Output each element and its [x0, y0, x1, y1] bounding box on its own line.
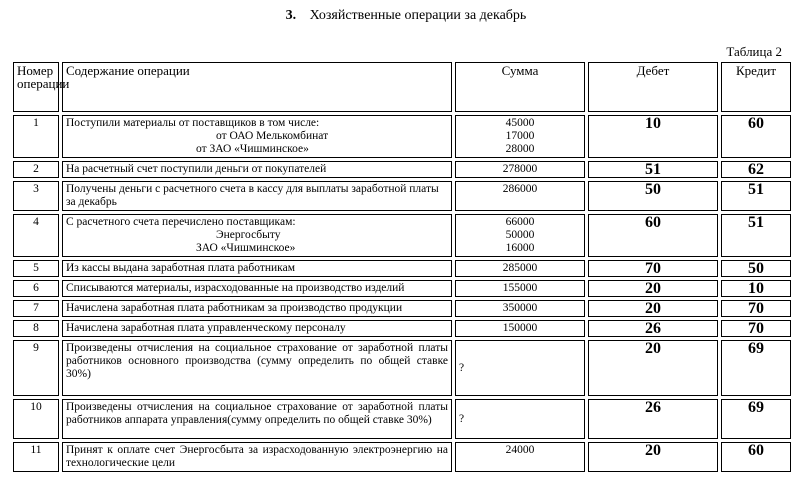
row-sum-value: 16000	[505, 242, 535, 254]
row-credit: 50	[721, 260, 791, 277]
row-sum-value: 45000	[505, 117, 535, 129]
row-credit: 70	[721, 300, 791, 317]
row-sum: 286000	[455, 181, 585, 211]
row-desc-sub: Энергосбыту	[216, 229, 281, 241]
row-desc	[62, 115, 452, 158]
row-num: 9	[13, 340, 59, 396]
row-desc: Произведены отчисления на социальное страхование от заработной платы работников аппарата управления(сумму определить по общей ставке 30%)	[62, 399, 452, 439]
table-row	[13, 300, 791, 317]
row-debit: 60	[588, 214, 718, 257]
row-num: 2	[13, 161, 59, 178]
row-desc: Начислена заработная плата работникам за производство продукции	[62, 300, 452, 317]
row-debit: 20	[588, 300, 718, 317]
row-sum: 24000	[455, 442, 585, 472]
row-credit: 60	[721, 115, 791, 158]
row-sum	[455, 214, 585, 257]
row-sum-value: 28000	[505, 143, 535, 155]
row-sum-value: 50000	[505, 229, 535, 241]
row-sum: 285000	[455, 260, 585, 277]
row-num: 8	[13, 320, 59, 337]
header-desc: Содержание операции	[62, 62, 452, 112]
table-row	[13, 161, 791, 178]
row-credit: 70	[721, 320, 791, 337]
row-sum: 150000	[455, 320, 585, 337]
row-debit: 70	[588, 260, 718, 277]
row-desc-main: Поступили материалы от поставщиков в том числе:	[66, 117, 320, 129]
table-row	[13, 340, 791, 396]
table-row	[13, 260, 791, 277]
row-desc: На расчетный счет поступили деньги от покупателей	[62, 161, 452, 178]
heading-title: Хозяйственные операции за декабрь	[309, 8, 527, 23]
row-desc: Получены деньги с расчетного счета в кассу для выплаты заработной платы за декабрь	[62, 181, 452, 211]
row-sum: ?	[455, 399, 585, 439]
row-num: 7	[13, 300, 59, 317]
row-desc: Начислена заработная плата управленческому персоналу	[62, 320, 452, 337]
row-desc: Произведены отчисления на социальное страхование от заработной платы работников основного производства (сумму определить по общей ставке 30%)	[62, 340, 452, 396]
row-debit: 26	[588, 399, 718, 439]
row-desc: Принят к оплате счет Энергосбыта за израсходованную электроэнергию на технологические цели	[62, 442, 452, 472]
row-num: 6	[13, 280, 59, 297]
table-row	[13, 320, 791, 337]
table-caption: Таблица 2	[726, 44, 782, 59]
table-row	[13, 181, 791, 211]
row-debit: 10	[588, 115, 718, 158]
row-desc: Списываются материалы, израсходованные на производство изделий	[62, 280, 452, 297]
row-desc-sub: от ЗАО «Чишминское»	[196, 143, 309, 155]
header-credit: Кредит	[721, 62, 791, 112]
row-num: 3	[13, 181, 59, 211]
row-desc: Из кассы выдана заработная плата работникам	[62, 260, 452, 277]
heading-number: 3.	[285, 8, 297, 23]
row-debit: 20	[588, 280, 718, 297]
row-debit: 26	[588, 320, 718, 337]
row-num: 10	[13, 399, 59, 439]
header-debit: Дебет	[588, 62, 718, 112]
row-num: 4	[13, 214, 59, 257]
table-row	[13, 399, 791, 439]
row-desc-sub: ЗАО «Чишминское»	[196, 242, 296, 254]
row-credit: 51	[721, 181, 791, 211]
page-heading	[0, 8, 812, 24]
row-sum: 278000	[455, 161, 585, 178]
row-debit: 50	[588, 181, 718, 211]
table-row	[13, 214, 791, 257]
table-row	[13, 280, 791, 297]
row-credit: 10	[721, 280, 791, 297]
table-row	[13, 442, 791, 472]
row-credit: 69	[721, 399, 791, 439]
row-credit: 62	[721, 161, 791, 178]
row-debit: 51	[588, 161, 718, 178]
row-sum: 155000	[455, 280, 585, 297]
row-num: 1	[13, 115, 59, 158]
header-row	[13, 62, 791, 112]
row-debit: 20	[588, 340, 718, 396]
row-desc-sub: от ОАО Мелькомбинат	[216, 130, 329, 142]
row-num: 11	[13, 442, 59, 472]
row-desc	[62, 214, 452, 257]
operations-table	[10, 59, 794, 475]
row-credit: 69	[721, 340, 791, 396]
row-desc-main: С расчетного счета перечислено поставщикам:	[66, 216, 296, 228]
row-sum	[455, 115, 585, 158]
row-num: 5	[13, 260, 59, 277]
row-sum-value: 17000	[505, 130, 535, 142]
table-row	[13, 115, 791, 158]
row-sum: 350000	[455, 300, 585, 317]
header-num: Номер операции	[13, 62, 59, 112]
header-sum: Сумма	[455, 62, 585, 112]
row-credit: 51	[721, 214, 791, 257]
row-sum: ?	[455, 340, 585, 396]
row-sum-value: 66000	[505, 216, 535, 228]
row-credit: 60	[721, 442, 791, 472]
row-debit: 20	[588, 442, 718, 472]
